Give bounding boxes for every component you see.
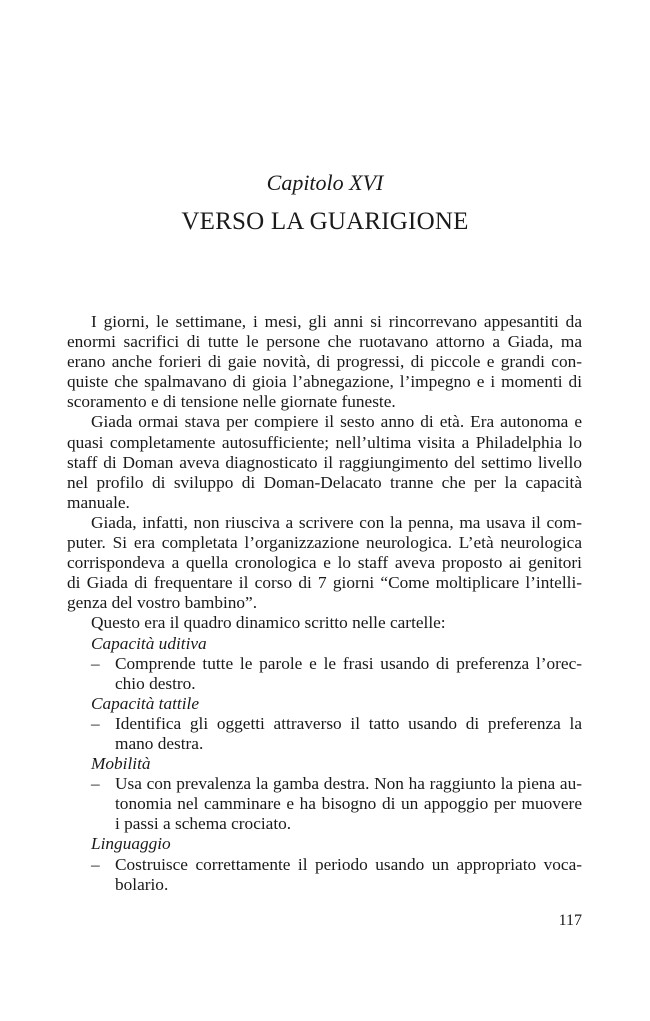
bullet-item <box>67 774 582 794</box>
text-line: Giada, infatti, non riusciva a scrivere con la penna, ma usava il com- <box>91 512 582 532</box>
text-line: genza del vostro bambino”. <box>67 593 258 613</box>
text-line: manuale. <box>67 492 130 512</box>
bullet-item <box>67 714 582 734</box>
text-line: Questo era il quadro dinamico scritto nelle cartelle: <box>91 613 446 633</box>
bullet-text: Comprende tutte le parole e le frasi usando di preferenza l’orec- <box>115 653 582 673</box>
text-line: quiste che spalmavano di gioia l’abnegazione, l’impegno e i momenti di <box>67 372 582 392</box>
text-line: i passi a schema crociato. <box>115 814 292 834</box>
text-line: bolario. <box>115 874 169 894</box>
chapter-label: Capitolo XVI <box>266 170 384 195</box>
dash-marker: – <box>91 774 100 794</box>
bullet-text: Identifica gli oggetti attraverso il tatto usando di preferenza la <box>115 713 582 733</box>
section-label: Capacità tattile <box>91 693 199 713</box>
text-line: enormi sacrifici di tutte le persone che ruotavano attorno a Giada, ma <box>67 332 582 352</box>
text-line: quasi completamente autosufficiente; nell’ultima visita a Philadelphia lo <box>67 432 582 452</box>
text-line: mano destra. <box>115 733 204 753</box>
text-line: Giada ormai stava per compiere il sesto anno di età. Era autonoma e <box>91 412 582 432</box>
text-line: corrispondeva a quella cronologica e lo staff aveva proposto ai genitori <box>67 553 582 573</box>
page-number: 117 <box>558 912 582 929</box>
text-line: staff di Doman aveva diagnosticato il raggiungimento del settimo livello <box>67 452 582 472</box>
text-line: nel profilo di sviluppo di Doman-Delacato tranne che per la capacità <box>67 472 582 492</box>
bullet-item <box>67 654 582 674</box>
text-line: chio destro. <box>115 673 196 693</box>
chapter-title: VERSO LA GUARIGIONE <box>181 208 469 235</box>
text-line: scoramento e di tensione nelle giornate funeste. <box>67 392 396 412</box>
bullet-text: Costruisce correttamente il periodo usando un appropriato voca- <box>115 854 582 874</box>
section-label: Capacità uditiva <box>91 633 207 653</box>
section-label: Linguaggio <box>91 834 171 854</box>
text-line: erano anche forieri di gaie novità, di progressi, di piccole e grandi con- <box>67 352 582 372</box>
dash-marker: – <box>91 854 100 874</box>
text-line: puter. Si era completata l’organizzazione neurologica. L’età neurologica <box>67 533 582 553</box>
body-text <box>67 312 582 895</box>
bullet-text: Usa con prevalenza la gamba destra. Non ha raggiunto la piena au- <box>115 774 582 794</box>
text-line: tonomia nel camminare e ha bisogno di un appoggio per muovere <box>115 794 582 814</box>
section-label: Mobilità <box>91 754 151 774</box>
bullet-item <box>67 855 582 875</box>
text-line: di Giada di frequentare il corso di 7 giorni “Come moltiplicare l’intelli- <box>67 573 582 593</box>
dash-marker: – <box>91 713 100 733</box>
dash-marker: – <box>91 653 100 673</box>
text-line: I giorni, le settimane, i mesi, gli anni si rincorrevano appesantiti da <box>91 312 582 331</box>
